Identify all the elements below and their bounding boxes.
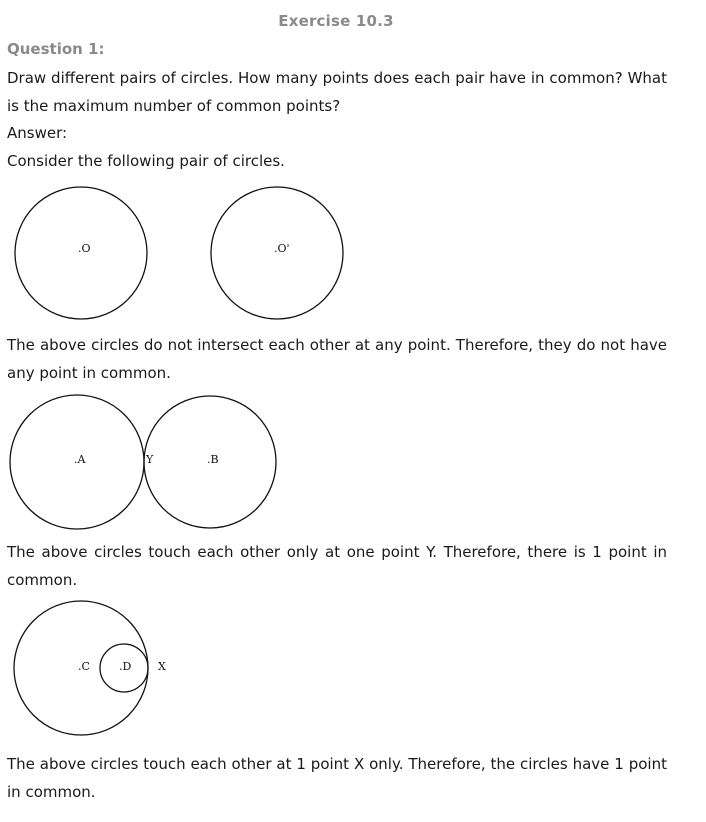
- center-a-label: .A: [74, 453, 86, 466]
- figure-external-touch: [0, 390, 400, 538]
- center-o-label: .O: [78, 242, 91, 255]
- exercise-title: Exercise 10.3: [278, 12, 394, 30]
- touch-point-y-label: Y: [146, 453, 154, 466]
- center-o-prime-label: .O': [274, 242, 290, 255]
- explanation-external-touch: The above circles touch each other only at one point Y. Therefore, there is 1 point in common.: [7, 543, 667, 589]
- answer-label: Answer:: [7, 124, 68, 142]
- center-c-label: .C: [78, 660, 90, 673]
- center-b-label: .B: [207, 453, 219, 466]
- touch-point-x-label: X: [158, 660, 166, 673]
- figure-internal-touch: [0, 598, 400, 743]
- question-heading: Question 1:: [7, 40, 105, 58]
- question-text: Draw different pairs of circles. How many points does each pair have in common? What is the maximum number of common points?: [7, 69, 667, 115]
- explanation-internal-touch: The above circles touch each other at 1 point X only. Therefore, the circles have 1 point in common.: [7, 755, 667, 801]
- explanation-disjoint: The above circles do not intersect each other at any point. Therefore, they do not have any point in common.: [7, 336, 667, 382]
- answer-intro: Consider the following pair of circles.: [7, 152, 285, 170]
- center-d-label: .D: [119, 660, 132, 673]
- figure-disjoint-circles: [0, 180, 400, 328]
